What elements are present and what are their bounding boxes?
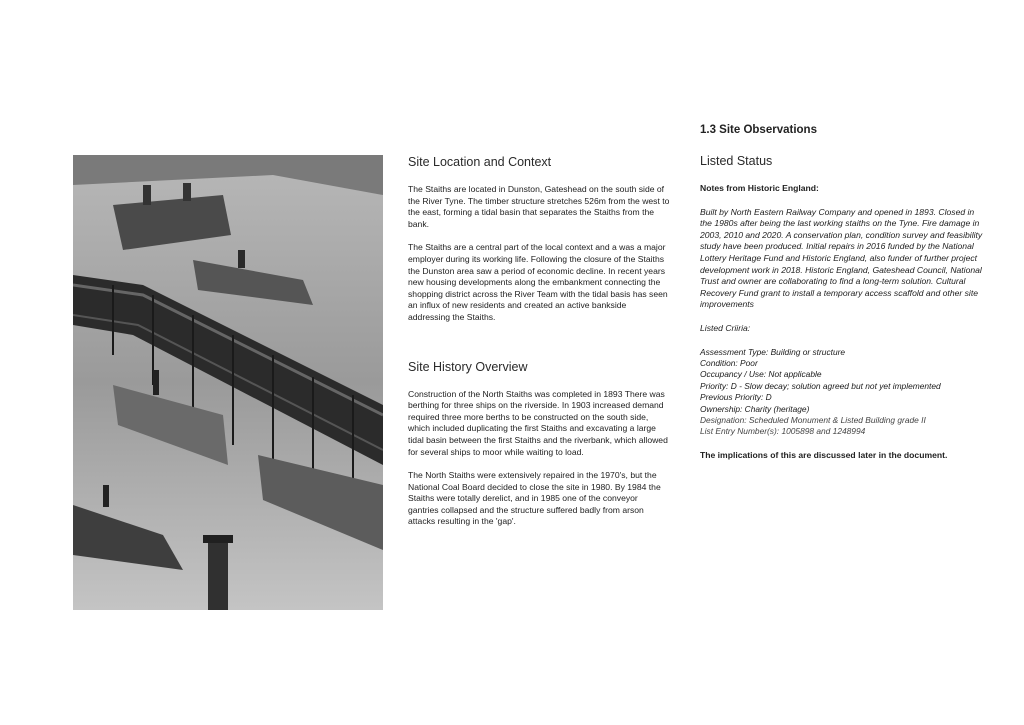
site-location-heading: Site Location and Context — [408, 155, 552, 169]
entry-numbers-line: List Entry Number(s): 1005898 and 1248994 — [700, 426, 866, 437]
criteria-item: Occupancy / Use: Not applicable — [700, 369, 822, 380]
section-title: 1.3 Site Observations — [700, 124, 817, 136]
repairs-paragraph: The North Staiths were extensively repaired in the 1970's, but the National Coal Board decided to close the site in 1980. By 1984 the Staiths were totally derelict, and in 1985 one of the conveyor gantries collapsed and the structure suffered badly from arson attacks resulting in the 'gap'. — [408, 470, 661, 527]
notes-text: Built by North Eastern Railway Company and opened in 1893. Closed in the 1980s after being the last working staiths on the Tyne. Fire damage in 2003, 2010 and 2020. A conservation plan, condition survey and feasibility study have been produced. Initial repairs in 2016 funded by the National Lottery Heritage Fund and Historic England, also funder of further project development work in 2018. Historic England, Gateshead Council, National Trust and owner are collaborating to find a long-term solution. Cultural Recovery Fund grant to install a temporary access scaffold and other site improvements — [700, 206, 983, 310]
location-paragraph: The Staiths are located in Dunston, Gateshead on the south side of the River Tyne. The timber structure stretches 526m from the west to the east, forming a tidal basin that separates the Staiths from the bank. — [408, 184, 670, 229]
listed-status-heading: Listed Status — [700, 154, 773, 168]
closing-note: The implications of this are discussed later in the document. — [700, 449, 948, 460]
site-history-heading: Site History Overview — [408, 359, 528, 374]
criteria-list — [700, 347, 985, 438]
aerial-photo — [73, 155, 383, 610]
right-column — [700, 124, 985, 461]
criteria-item: Previous Priority: D — [700, 392, 772, 403]
chimney-shape — [208, 540, 228, 610]
history-paragraph: Construction of the North Staiths was completed in 1893 There was berthing for three ships on the riverside. In 1903 increased demand required three more berths to be constructed on the south side, which included duplicating the first Staiths and excavating a large tidal basin between the first Staiths and the riverbank, which allowed for several ships to moor while waiting to load. — [408, 388, 668, 457]
criteria-item: Assessment Type: Building or structure — [700, 346, 846, 357]
criteria-item: Priority: D - Slow decay; solution agreed but not yet implemented — [700, 380, 941, 391]
notes-label: Notes from Historic England: — [700, 183, 819, 193]
context-paragraph: The Staiths are a central part of the local context and a was a major employer during its working life. Following the closure of the Staiths the Dunston area saw a period of economic decline. In recent years new housing developments along the embankment connecting the shopping district across the River Team with the tidal basis has seen an influx of new residents and created an active bankside addressing the Staiths. — [408, 242, 668, 322]
criteria-item: Ownership: Charity (heritage) — [700, 403, 810, 414]
middle-column — [408, 155, 670, 528]
criteria-item: Condition: Poor — [700, 357, 758, 368]
designation-line: Designation: Scheduled Monument & Listed Building grade II — [700, 414, 926, 425]
criteria-label: Listed Criiria: — [700, 322, 751, 333]
